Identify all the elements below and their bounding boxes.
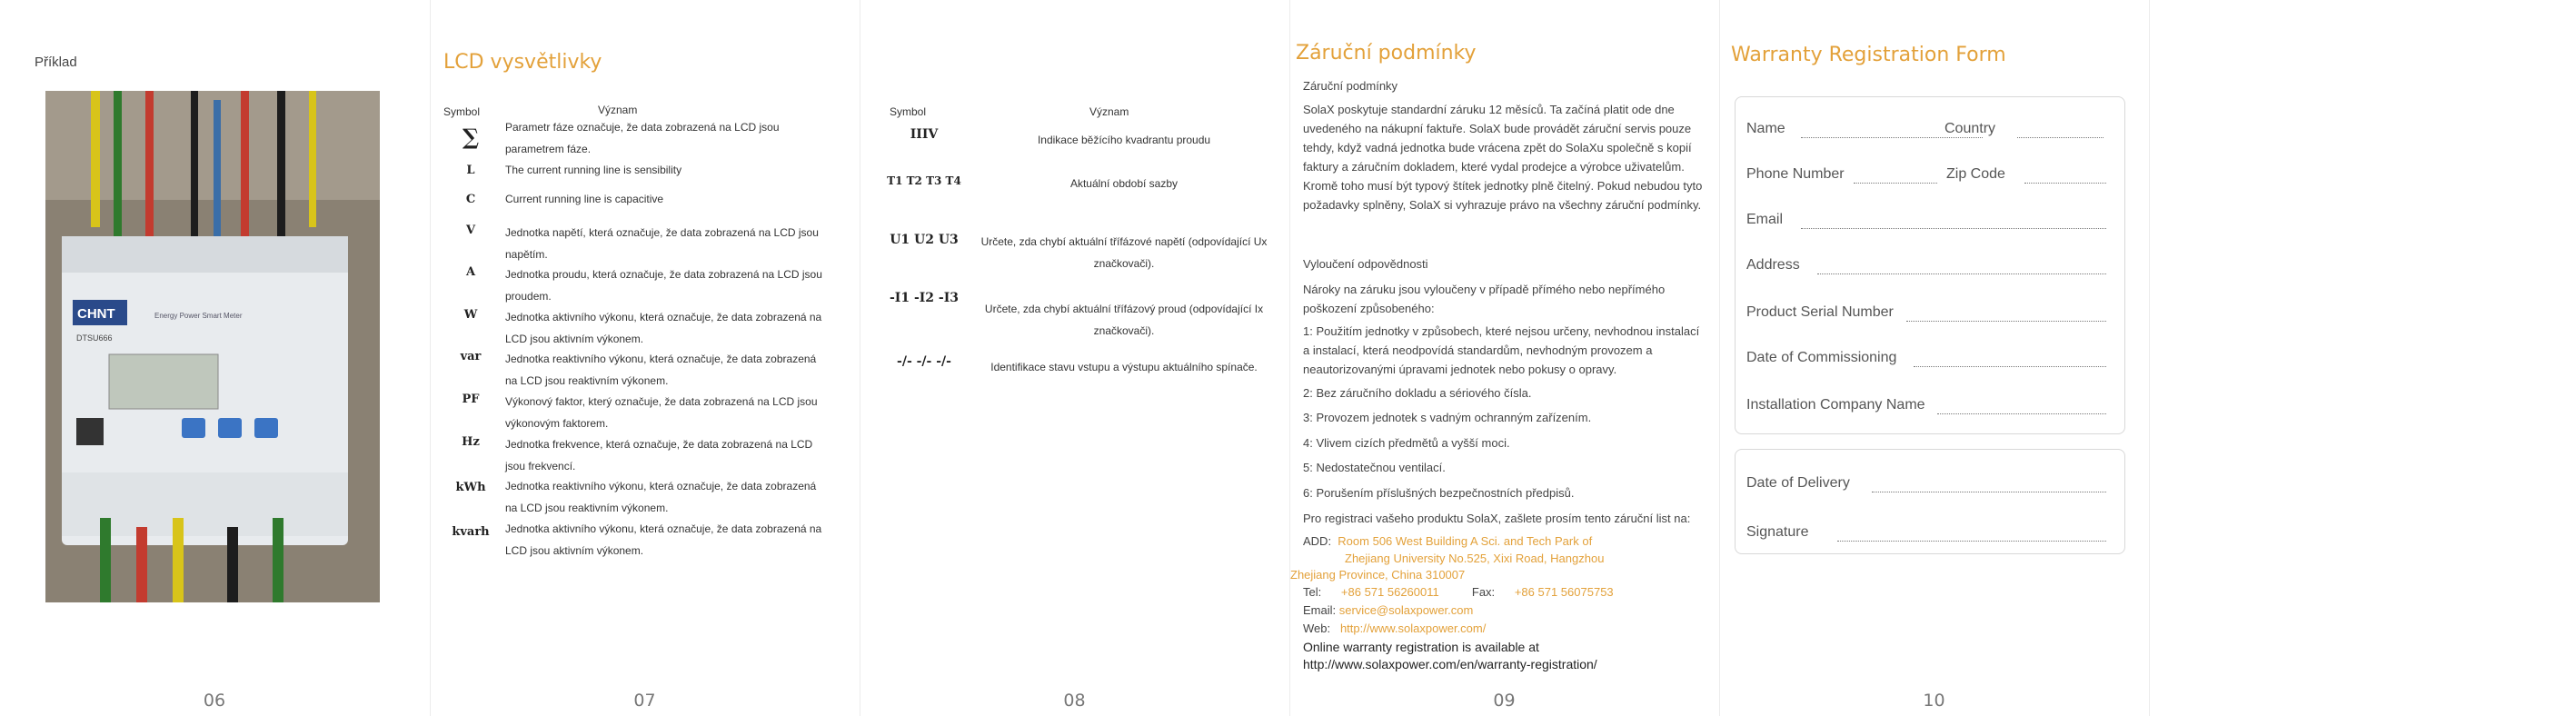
symbol-meaning: Jednotka aktivního výkonu, která označuje, že data zobrazená na LCD jsou aktivním výkonem.: [505, 311, 822, 345]
symbol-w: W: [463, 308, 478, 322]
name-field[interactable]: [1801, 137, 1983, 138]
symbol-kwh: kWh: [455, 481, 486, 494]
address-label: Address: [1746, 257, 1800, 273]
exclusion-item: 3: Provozem jednotek s vadným ochranným zařízením.: [1303, 411, 1592, 424]
symbol-v: V: [465, 224, 476, 237]
page-10: [1719, 0, 2148, 716]
signature-label: Signature: [1746, 524, 1809, 540]
email-label: Email: [1746, 212, 1784, 227]
exclusion-item: 5: Nedostatečnou ventilací.: [1303, 461, 1446, 474]
blank-page: [2149, 0, 2576, 716]
symbol-meaning: Výkonový faktor, který označuje, že data zobrazená na LCD jsou výkonovým faktorem.: [505, 395, 818, 430]
tel-value: +86 571 56260011: [1340, 585, 1439, 599]
serial-label: Product Serial Number: [1746, 304, 1894, 320]
table-row: [443, 264, 843, 305]
symbol-meaning: The current running line is sensibility: [505, 164, 682, 176]
symbol-meaning: Jednotka reaktivního výkonu, která označuje, že data zobrazená na LCD jsou reaktivním výkonem.: [505, 353, 817, 387]
fax-label: Fax:: [1471, 585, 1496, 599]
exclusion-intro: Nároky na záruku jsou vyloučeny v případě přímého nebo nepřímého poškození způsobeného:: [1303, 283, 1666, 315]
symbol-meaning: Current running line is capacitive: [505, 193, 664, 205]
email-label: Email:: [1303, 603, 1337, 617]
page-number: 06: [203, 691, 226, 711]
symbol-voltage-phase: U1 U2 U3: [890, 233, 959, 247]
page-title: LCD vysvětlivky: [443, 51, 602, 74]
contact-email: [1303, 602, 1708, 619]
commissioning-label: Date of Commissioning: [1746, 350, 1897, 365]
web-label: Web:: [1303, 622, 1331, 635]
column-header-symbol: Symbol: [890, 105, 927, 118]
page-title: Warranty Registration Form: [1731, 44, 2006, 66]
meter-button: [254, 418, 278, 438]
symbol-meaning: Jednotka napětí, která označuje, že data zobrazená na LCD jsou napětím.: [505, 226, 819, 261]
country-field[interactable]: [2017, 137, 2104, 138]
delivery-label: Date of Delivery: [1746, 475, 1850, 491]
symbol-meaning: Určete, zda chybí aktuální třífázové napětí (odpovídající Ux značkovači).: [980, 235, 1268, 270]
symbol-tariff: T1 T2 T3 T4: [887, 174, 961, 187]
table-row: [443, 222, 843, 264]
installer-field[interactable]: [1937, 413, 2106, 414]
phone-label: Phone Number: [1746, 166, 1845, 182]
contact-web: [1303, 621, 1708, 637]
qr-code: [76, 418, 104, 445]
address-field[interactable]: [1817, 273, 2106, 274]
country-label: Country: [1944, 121, 1996, 136]
address-line: Zhejiang University No.525, Xixi Road, Hangzhou: [1345, 552, 1605, 565]
symbol-current-phase: -I1 -I2 -I3: [889, 291, 960, 305]
column-header-meaning: Význam: [598, 104, 638, 116]
meter-illustration: [45, 91, 380, 602]
table-row: [443, 306, 843, 348]
meter-screen-title: Energy Power Smart Meter: [154, 312, 243, 320]
table-row: [443, 116, 843, 158]
symbol-var: var: [460, 350, 482, 363]
address-label: ADD:: [1303, 534, 1332, 548]
meter-model: DTSU666: [76, 333, 113, 343]
symbol-meaning: Identifikace stavu vstupu a výstupu aktuálního spínače.: [990, 361, 1258, 373]
symbol-pf: PF: [462, 393, 480, 406]
registration-form: [1735, 96, 2125, 434]
meter-button: [218, 418, 242, 438]
symbol-meaning: Určete, zda chybí aktuální třífázový proud (odpovídající Ix značkovači).: [984, 303, 1264, 337]
meter-photo: [45, 91, 380, 602]
page-number: 07: [633, 691, 656, 711]
symbol-switch: -/- -/- -/-: [897, 354, 951, 369]
zip-label: Zip Code: [1946, 166, 2005, 182]
exclusion-item: 2: Bez záručního dokladu a sériového čísla.: [1303, 386, 1532, 400]
fax-value: +86 571 56075753: [1514, 585, 1614, 599]
address-line: Zhejiang Province, China 310007: [1290, 568, 1466, 582]
symbol-a: A: [465, 265, 476, 279]
warranty-intro: SolaX poskytuje standardní záruku 12 měsíců. Ta začíná platit ode dne uvedeného na nákupní faktuře. SolaX bude provádět záruční servis pouze tehdy, když vadná jednotka bude vrácena zpět do SolaXu společně s kopií faktury a záručním dokladem, které vydal prodejce a výrobce uživatelům. Kromě toho musí být typový štítek jednotky plně čitelný. Pokud nebudou tyto požadavky splněny, SolaX si vyhrazuje právo na všechny záruční podmínky.: [1303, 103, 1703, 212]
tel-label: Tel:: [1303, 585, 1322, 599]
meter-button: [182, 418, 205, 438]
commissioning-field[interactable]: [1914, 366, 2106, 367]
delivery-form: [1735, 449, 2125, 554]
page-number: 09: [1493, 691, 1516, 711]
exclusion-item: 6: Porušením příslušných bezpečnostních předpisů.: [1303, 486, 1575, 500]
symbol-meaning: Parametr fáze označuje, že data zobrazená na LCD jsou parametrem fáze.: [505, 121, 780, 155]
exclusion-item: 4: Vlivem cizích předmětů a vyšší moci.: [1303, 436, 1510, 450]
page-06: [0, 0, 429, 716]
page-09: [1289, 0, 1718, 716]
table-row: [443, 391, 843, 433]
email-link[interactable]: service@solaxpower.com: [1338, 603, 1474, 617]
web-link[interactable]: http://www.solaxpower.com/: [1339, 622, 1487, 635]
symbol-c: C: [465, 193, 476, 206]
zip-field[interactable]: [2024, 183, 2106, 184]
contact-phone: [1303, 584, 1708, 601]
symbol-hz: Hz: [462, 435, 480, 449]
page-title: Záruční podmínky: [1296, 42, 1477, 65]
address-line: Room 506 West Building A Sci. and Tech Park of: [1338, 534, 1593, 548]
table-row: [443, 475, 843, 517]
installer-label: Installation Company Name: [1746, 397, 1925, 413]
example-label: Příklad: [35, 55, 77, 70]
signature-field[interactable]: [1837, 541, 2106, 542]
table-row: [443, 433, 843, 475]
online-registration-link[interactable]: http://www.solaxpower.com/en/warranty-registration/: [1303, 657, 1597, 671]
brand-logo: CHNT: [77, 306, 115, 322]
page-07: [430, 0, 859, 716]
column-header-symbol: Symbol: [443, 105, 481, 118]
page-08: [860, 0, 1288, 716]
phone-field[interactable]: [1854, 183, 1937, 184]
exclusion-item: 1: Použitím jednotky v způsobech, které nejsou určeny, nevhodnou instalací a instalací, která neodpovídá standardům, nevhodným provozem a neautorizovanými úpravami jednotek nebo pokusy o opravy.: [1303, 324, 1700, 376]
symbol-sum: ∑: [462, 124, 480, 150]
page-number: 10: [1923, 691, 1945, 711]
symbol-quadrant: IIIV: [910, 127, 939, 142]
section-subtitle: Záruční podmínky: [1303, 79, 1398, 93]
column-header-meaning: Význam: [1089, 105, 1129, 118]
table-row: [443, 518, 843, 560]
serial-field[interactable]: [1906, 321, 2106, 322]
email-field[interactable]: [1801, 228, 2106, 229]
symbol-l: L: [466, 164, 475, 177]
symbol-meaning: Jednotka frekvence, která označuje, že data zobrazená na LCD jsou frekvencí.: [505, 438, 813, 472]
register-instruction: Pro registraci vašeho produktu SolaX, zašlete prosím tento záruční list na:: [1303, 512, 1691, 525]
exclusion-title: Vyloučení odpovědnosti: [1303, 257, 1428, 271]
symbol-meaning: Aktuální období sazby: [1069, 177, 1179, 190]
contact-address: [1303, 532, 1708, 567]
symbol-meaning: Jednotka aktivního výkonu, která označuje, že data zobrazená na LCD jsou aktivním výkonem.: [505, 522, 822, 557]
online-registration: Online warranty registration is available at: [1303, 640, 1539, 654]
symbol-meaning: Jednotka proudu, která označuje, že data zobrazená na LCD jsou proudem.: [505, 268, 822, 303]
page-number: 08: [1063, 691, 1086, 711]
name-label: Name: [1746, 121, 1785, 136]
symbol-meaning: Jednotka reaktivního výkonu, která označuje, že data zobrazená na LCD jsou reaktivním výkonem.: [505, 480, 817, 514]
table-row: [443, 348, 843, 390]
symbol-kvarh: kvarh: [452, 525, 490, 539]
lcd-screen: [109, 354, 218, 409]
symbol-meaning: Indikace běžícího kvadrantu proudu: [1037, 134, 1211, 146]
